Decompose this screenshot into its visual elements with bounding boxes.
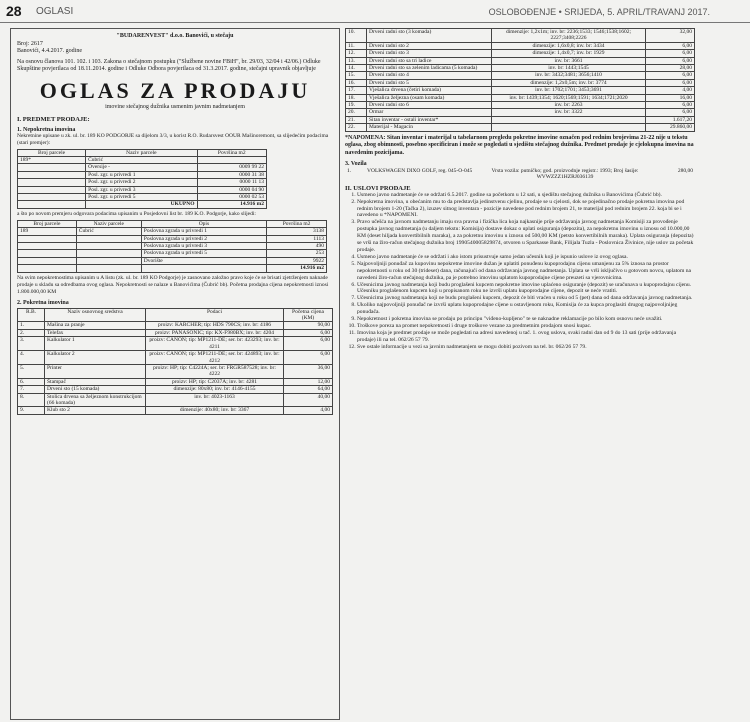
page-title: OGLAS ZA PRODAJU	[39, 77, 311, 103]
table-row: 21. Sitan inventar - ostali inventar* 1.617,20	[346, 116, 695, 123]
list-item: 1. Usmeno javno nadmetanje će se održati 6.5.2017. godine sa početkom u 12 sati, u sjedištu stečajnog dužnika u Banovićima (Čubrić bb).	[357, 192, 695, 199]
table-row: 22. Materijal - Magacin 29.860,00	[346, 124, 695, 131]
list-item: 4. Usmeno javno nadmetanje će se održati i ako istom prisustvuje samo jedan učesnik koji je ispunio uslove iz ovog oglasa.	[357, 254, 695, 261]
col-header: Naziv parcele	[86, 149, 197, 156]
new-survey-intro: a što po novom premjeru odgovara podacima upisanim u Posjedovni list br. 189 K.O. Podgorje, kako slijedi:	[17, 210, 256, 217]
table-row: 1. VOLKSWAGEN DIXO GOLF, reg. 045-O-045 Vrsta vozila: putničko; god. proizvodnje registr.: 1993; Broj šasije: WVWZZZ1HZRJ036139 280,00	[347, 167, 693, 181]
page-number: 28	[6, 3, 22, 19]
left-column	[10, 28, 340, 720]
document-number: Broj: 2617	[17, 40, 43, 47]
movable-assets-table	[17, 308, 333, 415]
nepokretna-intro: Nekretnine upisane u zk. ul. br. 189 KO PODGORJE sa dijelom 3/3, u korist R.O. Rudarsvest OOUR Mašinoremont, sa slijedećim podacima (stari premjer):	[17, 132, 329, 146]
table-row-total: UKUPNO 14.916 m2	[18, 201, 267, 208]
table-row: 13. Drveni radni sto sa tri ladice inv. br: 3661 6,00	[346, 57, 695, 64]
list-item: 8. Ukoliko najpovoljniji ponuđač ne izvrši uplatu kupoprodajne cijene u ostavljenom roku, Komisija će za kupca proglasiti drugog najpovoljnijeg ponuđača.	[357, 302, 695, 316]
table-row: 2. Telefax proizv: PANASONIC; tip: KX-F980BX; inv. br: 4204 6,00	[18, 329, 333, 336]
col-header: Početna cijena (KM)	[284, 308, 333, 322]
list-item: 12. Sve ostale informacije u vezi sa javnim nadmetanjem se mogu dobiti pozivom na tel. br. 062/26 57 79.	[357, 344, 695, 351]
table-row: 10. Drveni radni sto (3 komada) dimenzije: 1,2x1m; inv. br: 2236;1533; 1546;1538;1602; 2227;3408;2226 32,00	[346, 29, 695, 43]
list-item: 5. Najpovoljniji ponuđač za kupovinu nepokretne imovine dužan je uplatiti ponuđenu kupoprodajnu cijenu umanjenu za 5% iznosa na prostor nepokretnosti u roku od 30 (trideset) dana, računajući od dana održavanja javnog nadmetanja. Uplata se vrši isključivo u gotovom novcu, uplatom na navedeni žiro-račun stečajnog dužnika, pa je potrebno imovinu uplatom kupoprodajne cijene preuzeti sa vjerovnicima.	[357, 261, 695, 282]
list-item: 3. Pravo učešća na javnom nadmetanju imaju sva pravna i fizička lica koja najkasnije prije održavanja javnog nadmetanja Komisiji za provođenje postupka javnog nadmetanja (u daljem tekstu: Komisija) dostave dokaz o uplati osiguranja (depozita), za nepokretnu imovinu u iznosu od 10.000,00 KM (deset hiljada konvertibilnih maraka), a za pokretnu imovinu u iznosu od 500,00 KM (petsto konvertibilnih maraka). Uplata osiguranja (depozita) se vrši na žiro-račun stečajnog dužnika broj 1990540005829874, otvoren u Sparkasse Bank, Filijala Tuzla - Poslovnica Živinice, nije uslov za početak prodaje.	[357, 219, 695, 254]
company-name: "BUDARENVEST" d.o.o. Banovići, u stečaju	[116, 33, 234, 39]
col-header: Broj parcele	[18, 220, 77, 227]
table-row: 8. Stolica drvena sa željeznom konstrukcijom (66 komada) inv. br: 4023-1163 40,00	[18, 393, 333, 407]
col-header: Podaci	[146, 308, 284, 322]
legal-intro: Na osnovu članova 101. 102. i 103. Zakona o stečajnom postupku ("Službene novine FBiH", br. 29/03, 32/04 i 42/06.) Odluke Skupštine povjerilaca od 18.11.2014. godine i Odluke Odbora povjerilaca od 31.3.2017. godine, stečajni upravnik objavljuje	[17, 58, 321, 73]
section-pokretna: 2. Pokretna imovina	[17, 299, 69, 306]
movable-assets-table-continued	[345, 28, 695, 132]
table-row: Dvorište 9922	[18, 257, 327, 264]
table-row: Posl. zgr. u privredi 1 0000 31 38	[18, 171, 267, 178]
col-header: Naziv parcele	[76, 220, 141, 227]
list-item: 11. Imovina koja je predmet prodaje se može pogledati na adresi navedenoj u tač. 1. ovog uslova, svaki radni dan od 9 do 13 sati (prije održavanja prodaje) ili na tel. 062/26 57 79.	[357, 330, 695, 344]
list-item: 6. Učesnicima javnog nadmetanja koji budu proglašeni kupcem nepokretne imovine uplaćeno osiguranje (depozit) se uračunava u kupoprodajnu cijenu. Učesniku proglašenom kupcem koji u propisanom roku ne izvrši uplatu kupoprodajne cijene, depozit se neće vratiti.	[357, 282, 695, 296]
vehicles-table	[345, 168, 695, 181]
table-row: 189* Čubrić	[18, 156, 267, 163]
col-header: Opis	[141, 220, 266, 227]
table-row: Posl. zgr. u privredi 5 0000 02 53	[18, 194, 267, 201]
table-row: 11. Drveni radni sto 2 dimenzije: 1,6x0,8; inv. br: 3434 6,00	[346, 42, 695, 49]
table-row-total: 14.916 m2	[18, 265, 327, 272]
table-row: 16. Drveni radni sto 5 dimenzije: 1,2x0,5m; inv. br: 3774 6,00	[346, 79, 695, 86]
parcel-table-new	[17, 220, 327, 273]
table-row: Posl. zgr. u privredi 3 0000 04 90	[18, 186, 267, 193]
section-uslovi: II. USLOVI PRODAJE	[345, 184, 411, 192]
col-header: Površina m2	[267, 220, 327, 227]
napomena-note: *NAPOMENA: Sitan inventar i materijal u tabelarnom pregledu pokretne imovine označen pod rednim brojevima 21-22 nije u tekstu oglasa, zbog obimnosti, posebno specificiran i može se pogledati u sjedištu stečajnog dužnika. Predmet prodaje je cjelokupna imovina na navedenim pozicijama.	[345, 134, 694, 156]
issue-date: OSLOBOĐENJE • SRIJEDA, 5. APRIL/TRAVANJ 2017.	[488, 7, 710, 17]
list-item: 2. Nepokretna imovina, u obećanim mu to da predstavlja jedinstvenu cjelinu, prodaje se u cjelosti, dok se pojedinačno prodaje pokretna imovina pod rednim brojem 1-20 (Tačka 2), izuzev sitnog inventara - pozicije navedene pod rednim brojem 21, te materijal pod rednim brojem 22. koja bi se i navedeno u *NAPOMENI.	[357, 199, 695, 220]
table-row: 17. Vješalica drvena (četiri komada) inv. br: 1702;1701; 3453;3691 4,00	[346, 87, 695, 94]
table-row: 5. Printer proizv: HP; tip: C4224A; ser. br: FRGR587528; inv. br: 4222 36,00	[18, 364, 333, 378]
table-row: 12. Drveni radni sto 3 dimenzije: 1,4x0,7; inv. br: 1929 6,00	[346, 50, 695, 57]
section-predmet: I. PREDMET PRODAJE:	[17, 115, 90, 123]
table-row: 14. Drveni radni sto sa zelenim ladicama (5 komada) inv. br: 1443;1545 28,00	[346, 65, 695, 72]
table-row: Posl. zgr. u privredi 2 0000 11 13	[18, 179, 267, 186]
col-header: R.B.	[18, 308, 45, 322]
table-row: Poslovna zgrada u privredi 3 490	[18, 243, 327, 250]
section-vozila: 3. Vozila	[345, 160, 367, 167]
list-item: 10. Troškove poreza na promet nepokretnosti i druge troškove vezane za predmetnim prodajom snosi kupac.	[357, 323, 695, 330]
table-row: 3. Kalkulator 1 proizv: CANON; tip: MP1211-DE; ser. br: 423293; inv. br: 4211 6,00	[18, 337, 333, 351]
right-column	[345, 28, 695, 718]
page-subtitle: imovine stečajnog dužnika usmenim javnim nadmetanjem	[105, 103, 245, 110]
page-header	[0, 0, 750, 23]
table-row: 6. Štampač proizv: HP; tip: C2037A; inv. br: 4281 12,00	[18, 378, 333, 385]
list-item: 9. Nepokretnost i pokretna imovina se prodaju po principu "viđeno-kupljeno" te se naknadne reklamacije po bilo kom osnovu neće uvažiti.	[357, 316, 695, 323]
section-name: OGLASI	[36, 6, 74, 17]
table-row: 18. Vješalica željezna (osam komada) inv. br: 1439;1354; 1620;1569;1591; 1634;1721;2020 16,00	[346, 94, 695, 101]
table-row: Oversije - 0009 99 22	[18, 164, 267, 171]
section-nepokretna: 1. Nepokretna imovina	[17, 126, 76, 133]
table-row: 19. Drveni radni sto 6 inv. br: 2263 6,00	[346, 102, 695, 109]
nepokretna-note: Na svim nepokretnostima upisanim u A listu (zk. ul. br. 189 KO Podgorje) je zasnovano založno pravo koje će se brisati zjetrženjem naknade prodaje u skladu sa odredbama ovog oglasa. Nepokretnosti se nalaze u Banovićima (Čubrić bb). Početna prodajna cijena nepokretnosti iznosi 1.800.000,00 KM	[17, 274, 329, 295]
table-row: 15. Drveni radni sto 4 inv. br: 3432;3481; 3656;1410 6,00	[346, 72, 695, 79]
col-header: Naziv osnovnog sredstva	[45, 308, 146, 322]
table-row: 9. Klub sto 2 dimenzije: 40x80; inv. br: 3367 4,00	[18, 407, 333, 414]
col-header: Broj parcele	[18, 149, 86, 156]
place-date: Banovići, 4.4.2017. godine	[17, 48, 82, 55]
table-row: 1. Mašina za pranje proizv: KARCHER; tip: HDS 790CS; inv. br: 4186 90,00	[18, 322, 333, 329]
table-row: 189 Čubrić Poslovna zgrada u privredi 1 3138	[18, 228, 327, 235]
table-row: 4. Kalkulator 2 proizv: CANON; tip: MP1211-DE; ser. br: 424893; inv. br: 4212 6,00	[18, 351, 333, 365]
parcel-table-old	[17, 149, 267, 209]
list-item: 7. Učesnicima javnog nadmetanja koji ne budu proglašeni kupcem, depozit će biti vraćen u roku od 5 (pet) dana od dana održavanja javnog nadmetanja.	[357, 295, 695, 302]
table-row: Poslovna zgrada u privredi 5 253	[18, 250, 327, 257]
conditions-list	[345, 192, 695, 351]
col-header: Površina m2	[197, 149, 266, 156]
table-row: 20. Ormar inv. br: 3322 6,00	[346, 109, 695, 116]
table-row: Poslovna zgrada u privredi 2 1113	[18, 235, 327, 242]
table-row: 7. Drveni sto (15 komada) dimenzije: 80x80; inv. br: 4146-4155 64,00	[18, 386, 333, 393]
